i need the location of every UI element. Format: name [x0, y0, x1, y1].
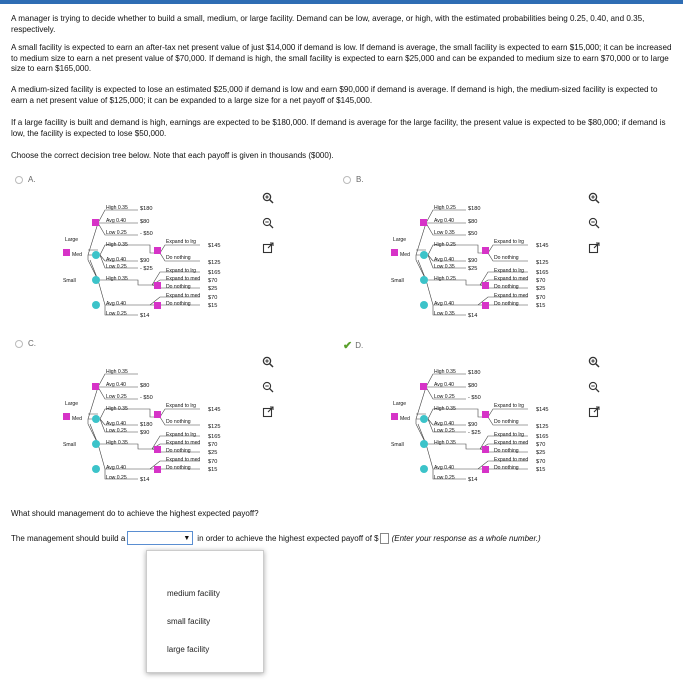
small-low-value: $14 — [468, 477, 478, 483]
problem-medium-facility: A medium-sized facility is expected to lose an estimated $25,000 if demand is low and earn $90,000 if demand is average. If demand is high, the medium-sized facility is expected to earn a net present value of $125,000; it can be expanded to a large size for a net payoff of $145,000. — [11, 85, 658, 105]
open-external-icon[interactable] — [588, 242, 600, 254]
small-avg-nothing-label: Do nothing — [494, 465, 519, 471]
large-low-label: Low 0.25 — [434, 394, 455, 400]
large-avg-label: Avg 0.40 — [106, 382, 127, 388]
large-high-label: High 0.35 — [106, 205, 128, 211]
small-expand-lrg-value: $165 — [536, 270, 549, 276]
decision-node-2 — [92, 219, 99, 226]
medium-avg-value: $90 — [140, 258, 150, 264]
branch-large: Large — [393, 237, 407, 243]
small-nothing-value: $25 — [536, 450, 546, 456]
chance-node-small — [420, 440, 428, 448]
medium-expand-value: $145 — [208, 407, 221, 413]
small-avg-nothing-value: $15 — [536, 467, 546, 473]
medium-expand-label: Expand to lrg — [494, 403, 525, 409]
small-high-label: High 0.35 — [106, 440, 128, 446]
zoom-in-icon[interactable] — [262, 356, 274, 368]
large-avg-value: $80 — [468, 219, 478, 225]
option-b-radio[interactable] — [343, 175, 364, 184]
small-high-label: High 0.35 — [434, 440, 456, 446]
medium-avg-value: $180 — [140, 422, 153, 428]
decision-node-2 — [420, 219, 427, 226]
chance-node-medium — [92, 415, 100, 423]
medium-avg-value: $90 — [468, 258, 478, 264]
small-avg-expand-label: Expand to med — [166, 293, 201, 299]
decision-node-1 — [391, 249, 398, 256]
large-high-label: High 0.25 — [434, 205, 456, 211]
medium-low-label: Low 0.25 — [434, 428, 455, 434]
large-high-value: $180 — [468, 206, 481, 212]
small-nothing-label: Do nothing — [166, 448, 191, 454]
decision-tree-option-c — [60, 369, 265, 494]
decision-node-small-expand — [154, 282, 161, 289]
tree-lines — [60, 369, 265, 494]
zoom-in-icon[interactable] — [262, 192, 274, 204]
small-avg-nothing-value: $15 — [208, 303, 218, 309]
medium-avg-label: Avg 0.40 — [106, 421, 127, 427]
option-letter: D. — [355, 341, 364, 350]
small-avg-label: Avg 0.40 — [106, 301, 127, 307]
large-avg-label: Avg 0.40 — [434, 218, 455, 224]
branch-medium: Med — [400, 416, 410, 422]
small-nothing-label: Do nothing — [166, 284, 191, 290]
branch-small: Small — [63, 442, 76, 448]
problem-large-facility: If a large facility is built and demand is high, earnings are expected to be $180,000. If demand is average for the large facility, the present value is expected to be $80,000; if demand is low, the facility is expected to lose $50,000. — [11, 118, 666, 138]
large-low-value: - $50 — [468, 395, 481, 401]
decision-tree-option-a — [60, 205, 265, 330]
decision-node-small-avg-expand — [482, 302, 489, 309]
chance-node-small-avg — [420, 301, 428, 309]
small-avg-expand-value: $70 — [208, 295, 218, 301]
option-a-radio[interactable] — [15, 175, 36, 184]
radio-circle — [15, 340, 23, 348]
medium-high-label: High 0.35 — [106, 242, 128, 248]
small-nothing-value: $25 — [536, 286, 546, 292]
small-avg-nothing-label: Do nothing — [166, 301, 191, 307]
decision-node-small-expand — [482, 282, 489, 289]
small-nothing-label: Do nothing — [494, 448, 519, 454]
tools-b — [588, 192, 602, 267]
zoom-out-icon[interactable] — [262, 217, 274, 229]
small-low-label: Low 0.25 — [106, 475, 127, 481]
medium-low-label: Low 0.35 — [434, 264, 455, 270]
large-high-value: $180 — [468, 370, 481, 376]
chance-node-small — [92, 440, 100, 448]
medium-nothing-value: $125 — [208, 424, 221, 430]
small-low-value: $14 — [140, 313, 150, 319]
facility-dropdown-menu — [146, 550, 264, 673]
small-expand-med-label: Expand to med — [494, 276, 529, 282]
large-low-value: - $50 — [140, 231, 153, 237]
chance-node-medium — [420, 251, 428, 259]
medium-avg-label: Avg 0.40 — [434, 257, 455, 263]
small-avg-label: Avg 0.40 — [434, 465, 455, 471]
dropdown-option-large[interactable]: large facility — [167, 645, 210, 654]
large-low-label: Low 0.25 — [106, 394, 127, 400]
medium-low-value: $90 — [140, 430, 150, 436]
decision-node-1 — [63, 249, 70, 256]
medium-expand-value: $145 — [536, 407, 549, 413]
decision-node-small-avg-expand — [154, 466, 161, 473]
small-expand-med-value: $70 — [536, 278, 546, 284]
medium-expand-label: Expand to lrg — [166, 403, 197, 409]
option-letter: B. — [356, 175, 364, 184]
medium-nothing-label: Do nothing — [166, 255, 191, 261]
zoom-out-icon[interactable] — [588, 217, 600, 229]
small-avg-expand-value: $70 — [536, 459, 546, 465]
tools-c — [262, 356, 276, 431]
decision-node-small-avg-expand — [482, 466, 489, 473]
medium-low-value: - $25 — [140, 266, 153, 272]
branch-small: Small — [63, 278, 76, 284]
medium-avg-value: $90 — [468, 422, 478, 428]
large-low-value: $50 — [468, 231, 478, 237]
small-avg-expand-value: $70 — [208, 459, 218, 465]
tools-a — [262, 192, 276, 267]
medium-expand-label: Expand to lrg — [494, 239, 525, 245]
tree-lines — [388, 205, 593, 330]
large-low-label: Low 0.35 — [434, 230, 455, 236]
small-avg-expand-value: $70 — [536, 295, 546, 301]
answer-line — [11, 531, 541, 545]
small-expand-med-value: $70 — [536, 442, 546, 448]
answer-prefix: The management should build a — [11, 533, 126, 543]
chance-node-small — [92, 276, 100, 284]
dropdown-option-small[interactable]: small facility — [167, 617, 211, 626]
chance-node-small-avg — [92, 301, 100, 309]
branch-small: Small — [391, 278, 404, 284]
small-nothing-value: $25 — [208, 450, 218, 456]
payoff-input[interactable] — [380, 533, 389, 544]
medium-high-label: High 0.25 — [434, 242, 456, 248]
branch-medium: Med — [72, 252, 82, 258]
checkmark-icon: ✔ — [343, 340, 353, 352]
small-avg-label: Avg 0.40 — [106, 465, 127, 471]
medium-avg-label: Avg 0.40 — [106, 257, 127, 263]
medium-expand-label: Expand to lrg — [166, 239, 197, 245]
small-expand-med-label: Expand to med — [166, 276, 201, 282]
large-avg-value: $80 — [468, 383, 478, 389]
dropdown-option-medium[interactable]: medium facility — [167, 589, 220, 598]
problem-small-facility: A small facility is expected to earn an after-tax net present value of just $14,000 if demand is low. If demand is average, the small facility is expected to earn $15,000; it can be increased to medium size to earn a net present value of $70,000. If demand is high, the small facility is expected to earn $25,000 and can be expanded to medium size to earn $70,000 or to large size to earn $165,000. — [11, 43, 672, 73]
medium-nothing-label: Do nothing — [494, 419, 519, 425]
small-low-value: $14 — [468, 313, 478, 319]
large-high-label: High 0.35 — [106, 369, 128, 375]
medium-nothing-value: $125 — [536, 424, 549, 430]
small-nothing-value: $25 — [208, 286, 218, 292]
option-letter: A. — [28, 175, 36, 184]
small-low-value: $14 — [140, 477, 150, 483]
medium-expand-value: $145 — [208, 243, 221, 249]
small-avg-nothing-value: $15 — [536, 303, 546, 309]
large-avg-value: $80 — [140, 383, 150, 389]
large-high-label: High 0.35 — [434, 369, 456, 375]
small-avg-label: Avg 0.40 — [434, 301, 455, 307]
small-high-label: High 0.35 — [106, 276, 128, 282]
radio-circle — [343, 176, 351, 184]
decision-node-1 — [391, 413, 398, 420]
medium-nothing-value: $125 — [208, 260, 221, 266]
small-avg-expand-label: Expand to med — [166, 457, 201, 463]
decision-node-small-avg-expand — [154, 302, 161, 309]
decision-node-1 — [63, 413, 70, 420]
branch-small: Small — [391, 442, 404, 448]
zoom-out-icon[interactable] — [588, 381, 600, 393]
small-expand-lrg-label: Expand to lrg — [166, 268, 197, 274]
open-external-icon[interactable] — [262, 406, 274, 418]
decision-node-2 — [92, 383, 99, 390]
tools-d — [588, 356, 602, 431]
tree-lines — [60, 205, 265, 330]
small-expand-med-value: $70 — [208, 278, 218, 284]
answer-hint: (Enter your response as a whole number.) — [391, 533, 541, 543]
chance-node-medium — [420, 415, 428, 423]
small-avg-nothing-label: Do nothing — [494, 301, 519, 307]
decision-node-medium-expand — [154, 247, 161, 254]
zoom-in-icon[interactable] — [588, 192, 600, 204]
decision-node-medium-expand — [482, 247, 489, 254]
small-expand-med-label: Expand to med — [494, 440, 529, 446]
small-avg-nothing-value: $15 — [208, 467, 218, 473]
large-low-label: Low 0.25 — [106, 230, 127, 236]
decision-tree-option-b — [388, 205, 593, 330]
chance-node-small — [420, 276, 428, 284]
small-expand-lrg-label: Expand to lrg — [494, 432, 525, 438]
dropdown-arrow-icon: ▼ — [183, 534, 191, 542]
medium-high-label: High 0.35 — [106, 406, 128, 412]
branch-large: Large — [393, 401, 407, 407]
zoom-out-icon[interactable] — [262, 381, 274, 393]
small-expand-med-label: Expand to med — [166, 440, 201, 446]
problem-intro: A manager is trying to decide whether to build a small, medium, or large facility. Demand can be low, average, or high, with the estimated probabilities being 0.25, 0.40, and 0.35, respectively. — [11, 14, 645, 34]
chance-node-medium — [92, 251, 100, 259]
decision-node-2 — [420, 383, 427, 390]
option-c-radio[interactable] — [15, 339, 36, 348]
decision-node-small-expand — [482, 446, 489, 453]
branch-large: Large — [65, 237, 79, 243]
small-low-label: Low 0.35 — [434, 311, 455, 317]
small-expand-lrg-value: $165 — [536, 434, 549, 440]
small-high-label: High 0.25 — [434, 276, 456, 282]
medium-low-label: Low 0.25 — [106, 264, 127, 270]
medium-high-label: High 0.35 — [434, 406, 456, 412]
medium-nothing-label: Do nothing — [166, 419, 191, 425]
branch-medium: Med — [400, 252, 410, 258]
medium-avg-label: Avg 0.40 — [434, 421, 455, 427]
medium-low-label: Low 0.25 — [106, 428, 127, 434]
medium-nothing-value: $125 — [536, 260, 549, 266]
medium-nothing-label: Do nothing — [494, 255, 519, 261]
small-expand-lrg-label: Expand to lrg — [166, 432, 197, 438]
chance-node-small-avg — [420, 465, 428, 473]
tree-lines — [388, 369, 593, 494]
branch-medium: Med — [72, 416, 82, 422]
large-avg-label: Avg 0.40 — [106, 218, 127, 224]
medium-low-value: - $25 — [468, 430, 481, 436]
instruction: Choose the correct decision tree below. Note that each payoff is given in thousands ($000). — [11, 151, 334, 160]
small-expand-lrg-value: $165 — [208, 434, 221, 440]
zoom-in-icon[interactable] — [588, 356, 600, 368]
option-d-radio[interactable] — [343, 339, 363, 352]
decision-node-medium-expand — [154, 411, 161, 418]
top-accent-bar — [0, 0, 683, 4]
small-low-label: Low 0.25 — [106, 311, 127, 317]
open-external-icon[interactable] — [262, 242, 274, 254]
small-avg-nothing-label: Do nothing — [166, 465, 191, 471]
decision-node-small-expand — [154, 446, 161, 453]
small-expand-med-value: $70 — [208, 442, 218, 448]
large-high-value: $180 — [140, 206, 153, 212]
option-letter: C. — [28, 339, 36, 348]
radio-circle — [15, 176, 23, 184]
large-avg-value: $80 — [140, 219, 150, 225]
answer-middle: in order to achieve the highest expected payoff of $ — [197, 533, 379, 543]
medium-expand-value: $145 — [536, 243, 549, 249]
small-nothing-label: Do nothing — [494, 284, 519, 290]
facility-select[interactable] — [127, 531, 193, 545]
large-low-value: - $50 — [140, 395, 153, 401]
decision-tree-option-d — [388, 369, 593, 494]
open-external-icon[interactable] — [588, 406, 600, 418]
small-low-label: Low 0.25 — [434, 475, 455, 481]
decision-node-medium-expand — [482, 411, 489, 418]
small-avg-expand-label: Expand to med — [494, 293, 529, 299]
branch-large: Large — [65, 401, 79, 407]
large-avg-label: Avg 0.40 — [434, 382, 455, 388]
small-expand-lrg-label: Expand to lrg — [494, 268, 525, 274]
medium-low-value: $25 — [468, 266, 478, 272]
small-avg-expand-label: Expand to med — [494, 457, 529, 463]
small-expand-lrg-value: $165 — [208, 270, 221, 276]
question-text: What should management do to achieve the highest expected payoff? — [11, 509, 259, 518]
chance-node-small-avg — [92, 465, 100, 473]
